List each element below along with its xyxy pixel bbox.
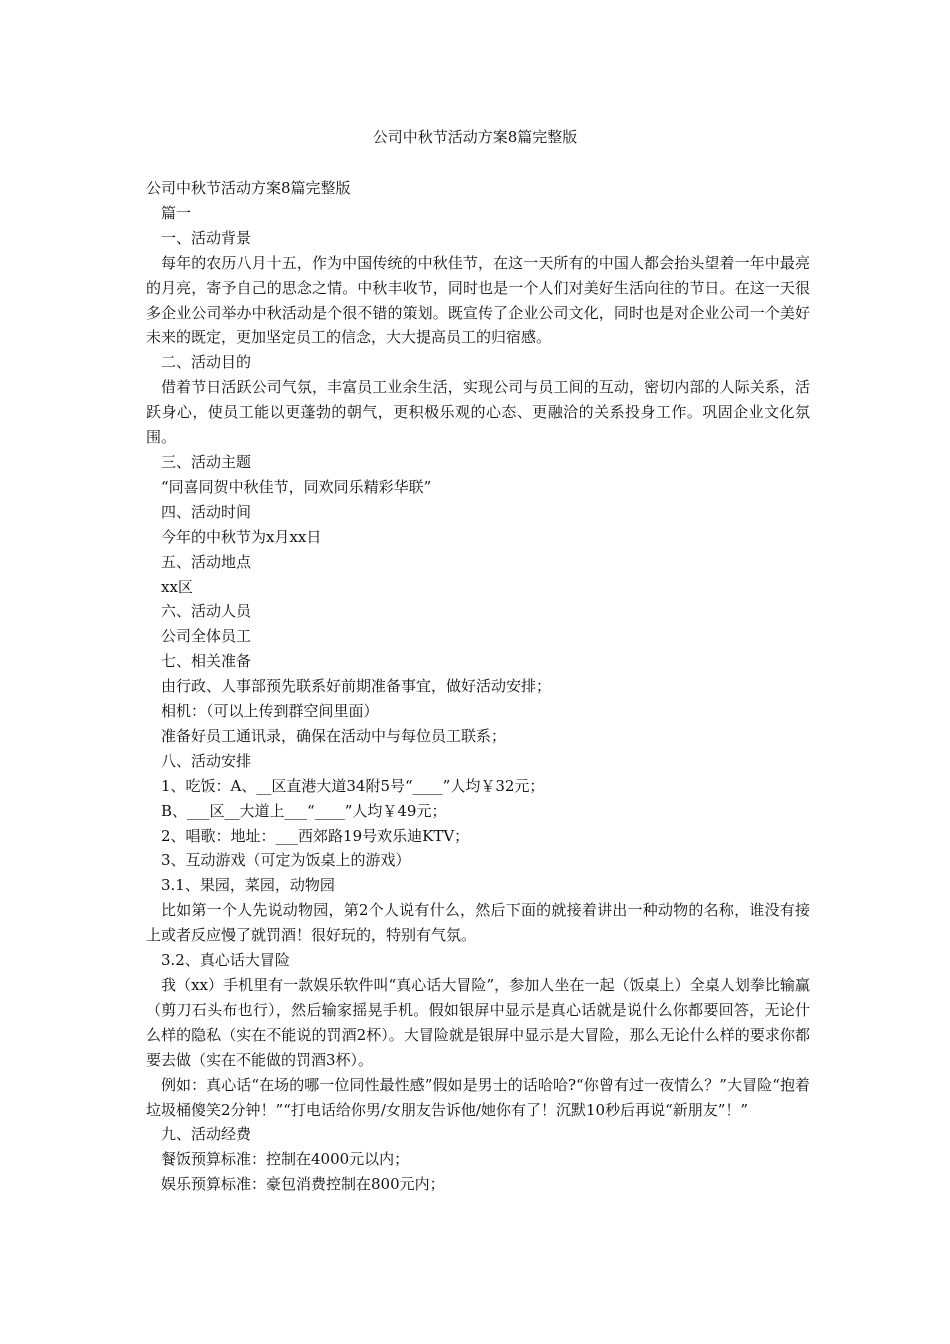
list-item: 1、吃饭：A、__区直港大道34附5号“____”人均￥32元；	[161, 776, 545, 795]
subsection-heading: 3.1、果园，菜园，动物园	[161, 876, 335, 895]
paragraph: 公司全体员工	[161, 627, 252, 646]
paragraph: 比如第一个人先说动物园，第2个人说有什么，然后下面的就接着讲出一种动物的名称，谁没有接上或者反应慢了就罚酒！很好玩的，特别有气氛。	[146, 901, 810, 945]
list-item: 2、唱歌：地址：___西郊路19号欢乐迪KTV；	[161, 826, 470, 845]
section-heading: 九、活动经费	[161, 1125, 252, 1144]
paragraph: 我（xx）手机里有一款娱乐软件叫“真心话大冒险”，参加人坐在一起（饭桌上）全桌人划拳比输赢（剪刀石头布也行），然后输家摇晃手机。假如银屏中显示是真心话就是说什么你都要回答，无论什么样的隐私（实在不能说的罚酒2杯）。大冒险就是银屏中显示是大冒险，那么无论什么样的要求你都要去做（实在不能做的罚酒3杯）。	[146, 976, 810, 1069]
document-heading: 公司中秋节活动方案8篇完整版	[146, 179, 351, 197]
section-heading: 八、活动安排	[161, 751, 252, 770]
section-heading: 四、活动时间	[161, 502, 252, 521]
list-item: B、___区__大道上___“____”人均￥49元；	[161, 801, 447, 820]
document-body	[146, 176, 810, 1197]
paragraph: 由行政、人事部预先联系好前期准备事宜，做好活动安排；	[161, 677, 552, 696]
section-heading: 二、活动目的	[161, 353, 252, 372]
paragraph: 娱乐预算标准：豪包消费控制在800元内；	[161, 1175, 445, 1194]
paragraph: “同喜同贺中秋佳节，同欢同乐精彩华联”	[161, 477, 432, 496]
section-heading: 六、活动人员	[161, 602, 252, 621]
section-heading: 一、活动背景	[161, 228, 252, 247]
section-label: 篇一	[161, 203, 192, 222]
section-heading: 三、活动主题	[161, 452, 252, 471]
list-item: 3、互动游戏（可定为饭桌上的游戏）	[161, 851, 411, 870]
paragraph: 例如：真心话“在场的哪一位同性最性感”假如是男士的话哈哈?“你曾有过一夜情么？”大冒险“抱着垃圾桶傻笑2分钟！”“打电话给你男/女朋友告诉他/她你有了！沉默10秒后再说“新朋友”！”	[146, 1075, 810, 1119]
paragraph: 准备好员工通讯录，确保在活动中与每位员工联系；	[161, 726, 507, 745]
paragraph: 借着节日活跃公司气氛，丰富员工业余生活，实现公司与员工间的互动，密切内部的人际关系，活跃身心，使员工能以更蓬勃的朝气，更积极乐观的心态、更融洽的关系投身工作。巩固企业文化氛围。	[146, 378, 810, 447]
page-title: 公司中秋节活动方案8篇完整版	[372, 128, 578, 146]
section-heading: 七、相关准备	[161, 652, 252, 671]
subsection-heading: 3.2、真心话大冒险	[161, 951, 290, 970]
paragraph: xx区	[161, 577, 193, 596]
paragraph: 餐饭预算标准：控制在4000元以内；	[161, 1150, 410, 1169]
paragraph: 相机：（可以上传到群空间里面）	[161, 702, 379, 721]
paragraph: 每年的农历八月十五，作为中国传统的中秋佳节，在这一天所有的中国人都会抬头望着一年中最亮的月亮，寄予自己的思念之情。中秋丰收节，同时也是一个人们对美好生活向往的节日。在这一天很多企业公司举办中秋活动是个很不错的策划。既宣传了企业公司文化，同时也是对企业公司一个美好未来的既定，更加坚定员工的信念，大大提高员工的归宿感。	[146, 253, 810, 347]
section-heading: 五、活动地点	[161, 552, 252, 571]
paragraph: 今年的中秋节为x月xx日	[161, 527, 322, 546]
